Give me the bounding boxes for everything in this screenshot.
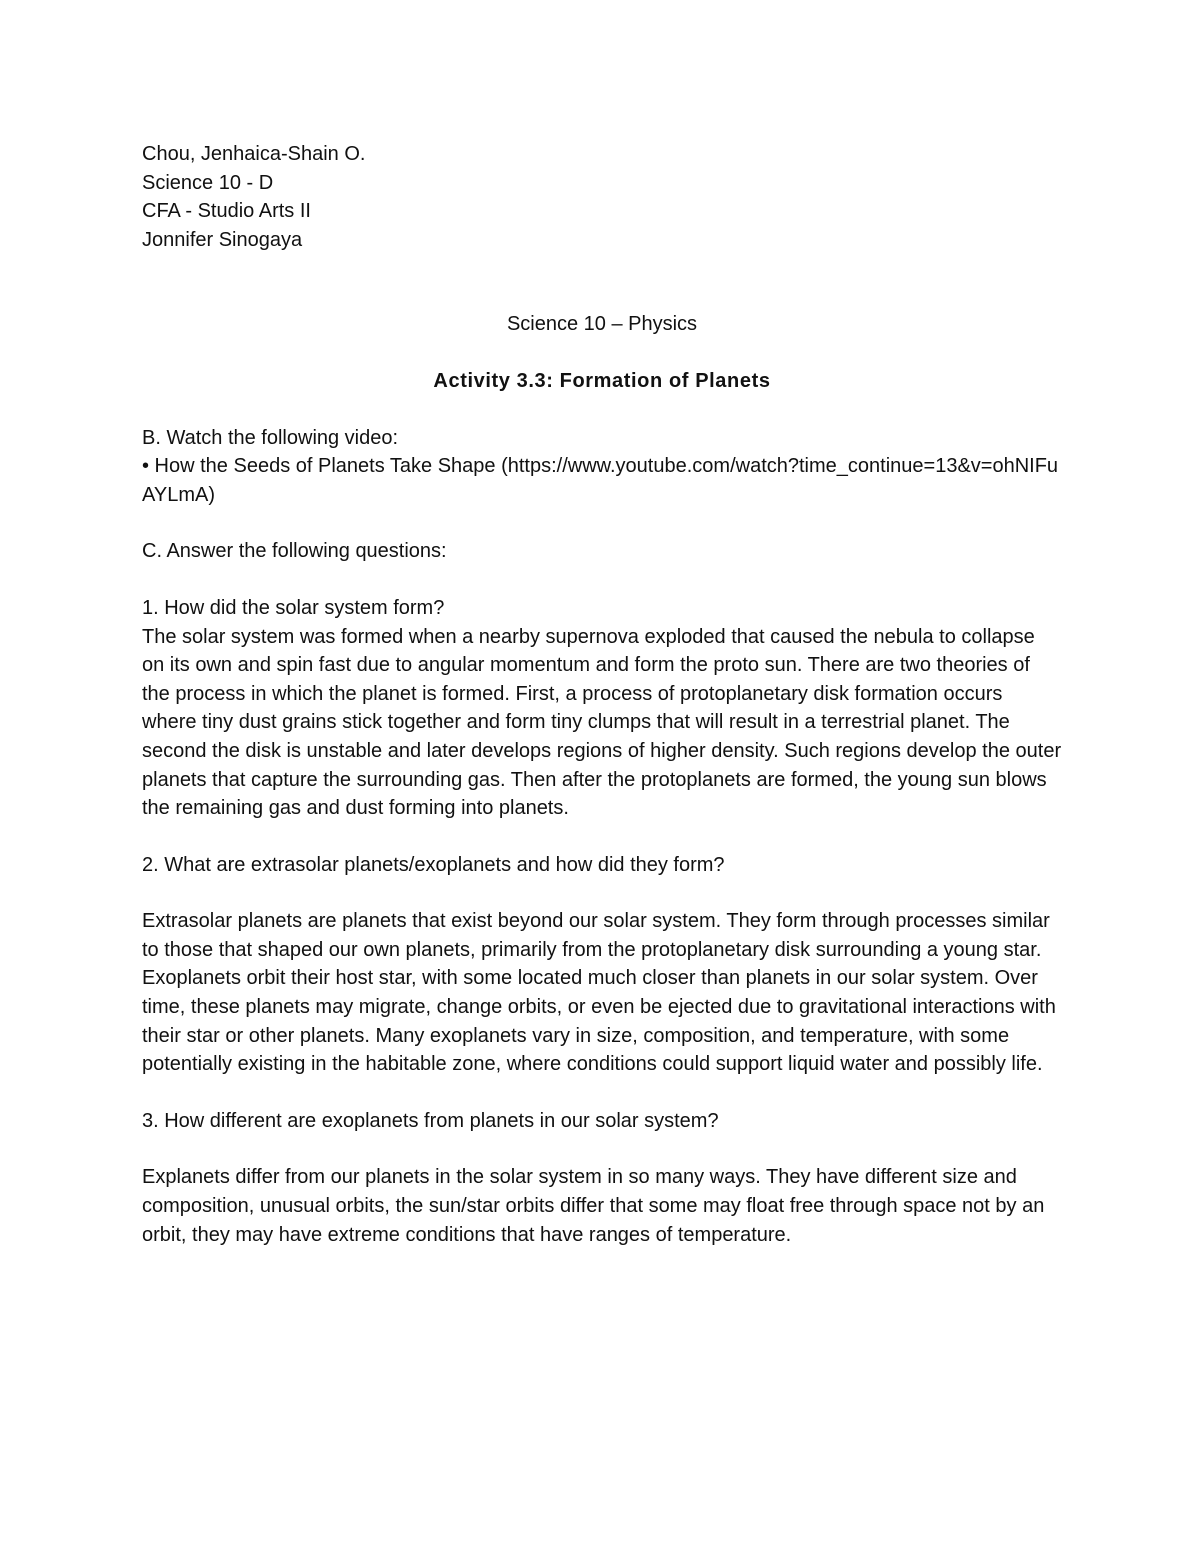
student-program: CFA - Studio Arts II	[142, 200, 311, 223]
course-title: Science 10 – Physics	[506, 313, 698, 336]
answer-3: Explanets differ from our planets in the solar system in so many ways. They have different size and composition, unusual orbits, the sun/star orbits differ that some may float free through space not by an orbit, they may have extreme conditions that have ranges of temperature.	[142, 1166, 1045, 1246]
section-c-label: C. Answer the following questions:	[142, 540, 447, 563]
answer-1: The solar system was formed when a nearby supernova exploded that caused the nebula to collapse on its own and spin fast due to angular momentum and form the proto sun. There are two theories of the process in which the planet is formed. First, a process of protoplanetary disk formation occurs where tiny dust grains stick together and form tiny clumps that will result in a terrestrial planet. The second the disk is unstable and later develops regions of higher density. Such regions develop the outer planets that capture the surrounding gas. Then after the protoplanets are formed, the young sun blows the remaining gas and dust forming into planets.	[142, 625, 1062, 820]
student-name: Chou, Jenhaica-Shain O.	[142, 143, 366, 165]
student-header	[142, 140, 1062, 254]
question-3: 3. How different are exoplanets from planets in our solar system?	[142, 1109, 719, 1132]
student-class: Science 10 - D	[142, 171, 274, 194]
teacher-name: Jonnifer Sinogaya	[142, 228, 303, 251]
document-content	[142, 140, 1062, 1249]
answer-2: Extrasolar planets are planets that exist beyond our solar system. They form through processes similar to those that shaped our own planets, primarily from the protoplanetary disk surrounding a young star. Exoplanets orbit their host star, with some located much closer than planets in our solar system. Over time, these planets may migrate, change orbits, or even be ejected due to gravitational interactions with their star or other planets. Many exoplanets vary in size, composition, and temperature, with some potentially existing in the habitable zone, where conditions could support liquid water and possibly life.	[142, 910, 1056, 1076]
section-b-label: B. Watch the following video:	[142, 426, 399, 449]
question-2: 2. What are extrasolar planets/exoplanets and how did they form?	[142, 853, 725, 876]
activity-title: Activity 3.3: Formation of Planets	[433, 369, 771, 392]
question-1: 1. How did the solar system form?	[142, 596, 445, 619]
video-reference: • How the Seeds of Planets Take Shape (https://www.youtube.com/watch?time_continue=13&v=ohNIFuAYLmA)	[142, 455, 1059, 506]
